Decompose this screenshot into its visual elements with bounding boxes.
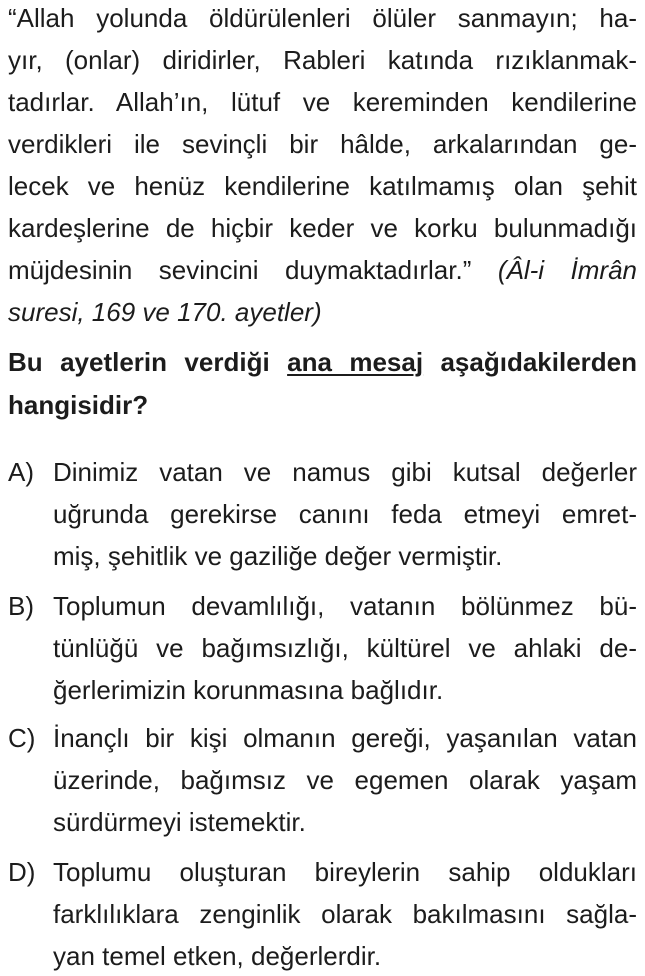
option-text: İnançlı bir kişi olmanın gereği, yaşanılan vatan xyxy=(53,723,637,753)
option-letter: D) xyxy=(8,857,36,887)
question-text: Bu ayetlerin verdiği xyxy=(8,347,288,377)
question-stem: hangisidir? xyxy=(8,390,149,420)
option-text: Dinimiz vatan ve namus gibi kutsal değerler xyxy=(53,457,637,487)
passage-source: suresi, 169 ve 170. ayetler) xyxy=(8,297,322,327)
option-letter: C) xyxy=(8,723,36,753)
passage-source: (Âl-i İmrân xyxy=(497,255,637,285)
option-text: sürdürmeyi istemektir. xyxy=(53,807,306,837)
option-text: ğerlerimizin korunmasına bağlıdır. xyxy=(53,675,444,705)
question-text: aşağıdakilerden xyxy=(423,347,638,377)
passage-line: tadırlar. Allah’ın, lütuf ve kereminden kendilerine xyxy=(8,87,637,117)
option-text: tünlüğü ve bağımsızlığı, kültürel ve ahlaki de- xyxy=(53,633,637,663)
option-text: Toplumun devamlılığı, vatanın bölünmez bü- xyxy=(53,591,637,621)
question-emphasis: ana mesaj xyxy=(287,347,424,377)
option-text: uğrunda gerekirse canını feda etmeyi emret- xyxy=(53,499,637,529)
option-text: miş, şehitlik ve gaziliğe değer vermiştir. xyxy=(53,541,503,571)
option-text: yan temel etken, değerlerdir. xyxy=(53,941,382,971)
passage-line: “Allah yolunda öldürülenleri ölüler sanmayın; ha- xyxy=(8,3,637,33)
passage-line xyxy=(8,254,637,286)
passage-line: kardeşlerine de hiçbir keder ve korku bulunmadığı xyxy=(8,213,637,243)
option-text: üzerinde, bağımsız ve egemen olarak yaşam xyxy=(53,765,637,795)
option-letter: A) xyxy=(8,457,34,487)
question-stem xyxy=(8,346,637,378)
passage-text: müjdesinin sevincini duymaktadırlar.” xyxy=(8,255,472,285)
passage-line: verdikleri ile sevinçli bir hâlde, arkalarından ge- xyxy=(8,129,637,159)
option-text: farklılıklara zenginlik olarak bakılmasını sağla- xyxy=(53,899,637,929)
option-letter: B) xyxy=(8,591,34,621)
passage-line: yır, (onlar) diridirler, Rableri katında rızıklanmak- xyxy=(8,45,637,75)
option-text: Toplumu oluşturan bireylerin sahip oldukları xyxy=(53,857,637,887)
passage-line: lecek ve henüz kendilerine katılmamış olan şehit xyxy=(8,171,637,201)
